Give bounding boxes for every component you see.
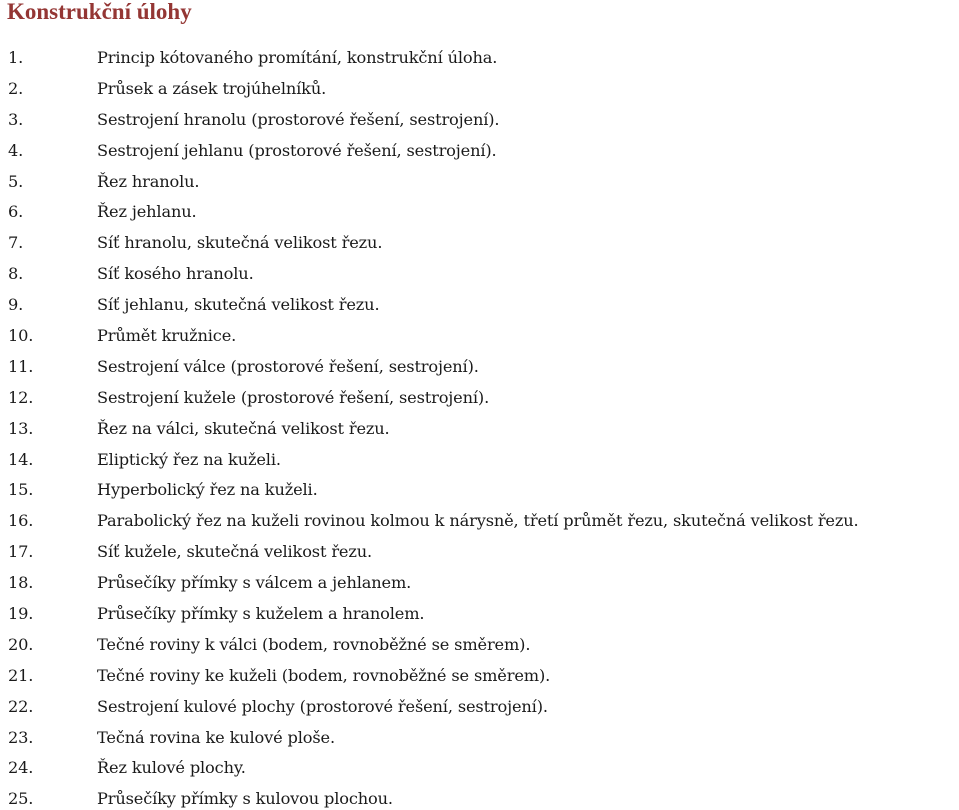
list-item-number: 3. bbox=[8, 109, 24, 129]
list-item bbox=[0, 722, 859, 753]
list-item-number: 13. bbox=[8, 418, 34, 438]
list-item bbox=[0, 258, 859, 289]
list-item-text: Princip kótovaného promítání, konstrukční úloha. bbox=[97, 47, 498, 67]
list-item-text: Průmět kružnice. bbox=[97, 325, 237, 345]
list-item-number: 11. bbox=[8, 356, 34, 376]
list-item-text: Řez jehlanu. bbox=[97, 202, 197, 222]
list-item bbox=[0, 629, 859, 660]
list-item-number: 23. bbox=[8, 727, 34, 747]
list-item bbox=[0, 691, 859, 722]
list-item-text: Síť hranolu, skutečná velikost řezu. bbox=[97, 233, 383, 253]
list-item-text: Síť kužele, skutečná velikost řezu. bbox=[97, 542, 372, 562]
list-item-number: 20. bbox=[8, 634, 34, 654]
task-list bbox=[0, 42, 859, 810]
list-item bbox=[0, 73, 859, 104]
list-item bbox=[0, 351, 859, 382]
list-item-number: 8. bbox=[8, 264, 24, 284]
list-item-number: 2. bbox=[8, 78, 24, 98]
list-item-number: 6. bbox=[8, 202, 24, 222]
list-item-number: 18. bbox=[8, 573, 34, 593]
list-item-number: 19. bbox=[8, 603, 34, 623]
list-item bbox=[0, 474, 859, 505]
list-item-number: 7. bbox=[8, 233, 24, 253]
list-item bbox=[0, 505, 859, 536]
list-item-text: Sestrojení kužele (prostorové řešení, sestrojení). bbox=[97, 387, 490, 407]
list-item-text: Síť kosého hranolu. bbox=[97, 264, 254, 284]
list-item bbox=[0, 413, 859, 444]
list-item-number: 1. bbox=[8, 47, 24, 67]
list-item-text: Průsečíky přímky s válcem a jehlanem. bbox=[97, 573, 412, 593]
list-item bbox=[0, 783, 859, 810]
list-item bbox=[0, 536, 859, 567]
list-item-number: 22. bbox=[8, 696, 34, 716]
list-item-text: Eliptický řez na kuželi. bbox=[97, 449, 281, 469]
list-item bbox=[0, 752, 859, 783]
list-item bbox=[0, 289, 859, 320]
list-item-number: 17. bbox=[8, 542, 34, 562]
list-item-number: 25. bbox=[8, 789, 34, 809]
list-item-text: Tečné roviny ke kuželi (bodem, rovnoběžné se směrem). bbox=[97, 665, 551, 685]
list-item-text: Sestrojení kulové plochy (prostorové řešení, sestrojení). bbox=[97, 696, 548, 716]
list-item bbox=[0, 444, 859, 475]
list-item-text: Hyperbolický řez na kuželi. bbox=[97, 480, 318, 500]
list-item-text: Průsečíky přímky s kuželem a hranolem. bbox=[97, 603, 425, 623]
list-item bbox=[0, 104, 859, 135]
list-item-text: Řez na válci, skutečná velikost řezu. bbox=[97, 418, 390, 438]
list-item-number: 16. bbox=[8, 511, 34, 531]
list-item-number: 10. bbox=[8, 325, 34, 345]
list-item-text: Sestrojení hranolu (prostorové řešení, sestrojení). bbox=[97, 109, 500, 129]
list-item bbox=[0, 660, 859, 691]
list-item-number: 12. bbox=[8, 387, 34, 407]
list-item-number: 9. bbox=[8, 295, 24, 315]
list-item bbox=[0, 382, 859, 413]
list-item bbox=[0, 42, 859, 73]
list-item bbox=[0, 196, 859, 227]
list-item-number: 24. bbox=[8, 758, 34, 778]
list-item-text: Tečná rovina ke kulové ploše. bbox=[97, 727, 335, 747]
list-item-text: Řez kulové plochy. bbox=[97, 758, 246, 778]
list-item-number: 14. bbox=[8, 449, 34, 469]
list-item bbox=[0, 166, 859, 197]
list-item bbox=[0, 598, 859, 629]
list-item-text: Sestrojení jehlanu (prostorové řešení, sestrojení). bbox=[97, 140, 497, 160]
document-title: Konstrukční úlohy bbox=[7, 0, 192, 24]
list-item-number: 15. bbox=[8, 480, 34, 500]
list-item-text: Průsek a zásek trojúhelníků. bbox=[97, 78, 327, 98]
list-item bbox=[0, 320, 859, 351]
list-item-text: Tečné roviny k válci (bodem, rovnoběžné se směrem). bbox=[97, 634, 531, 654]
list-item-text: Sestrojení válce (prostorové řešení, sestrojení). bbox=[97, 356, 479, 376]
list-item-number: 21. bbox=[8, 665, 34, 685]
list-item-number: 5. bbox=[8, 171, 24, 191]
list-item-text: Řez hranolu. bbox=[97, 171, 200, 191]
list-item-text: Síť jehlanu, skutečná velikost řezu. bbox=[97, 295, 380, 315]
list-item-number: 4. bbox=[8, 140, 24, 160]
list-item bbox=[0, 227, 859, 258]
list-item bbox=[0, 135, 859, 166]
list-item-text: Parabolický řez na kuželi rovinou kolmou k nárysně, třetí průmět řezu, skutečná velikost řezu. bbox=[97, 511, 859, 531]
list-item-text: Průsečíky přímky s kulovou plochou. bbox=[97, 789, 393, 809]
list-item bbox=[0, 567, 859, 598]
